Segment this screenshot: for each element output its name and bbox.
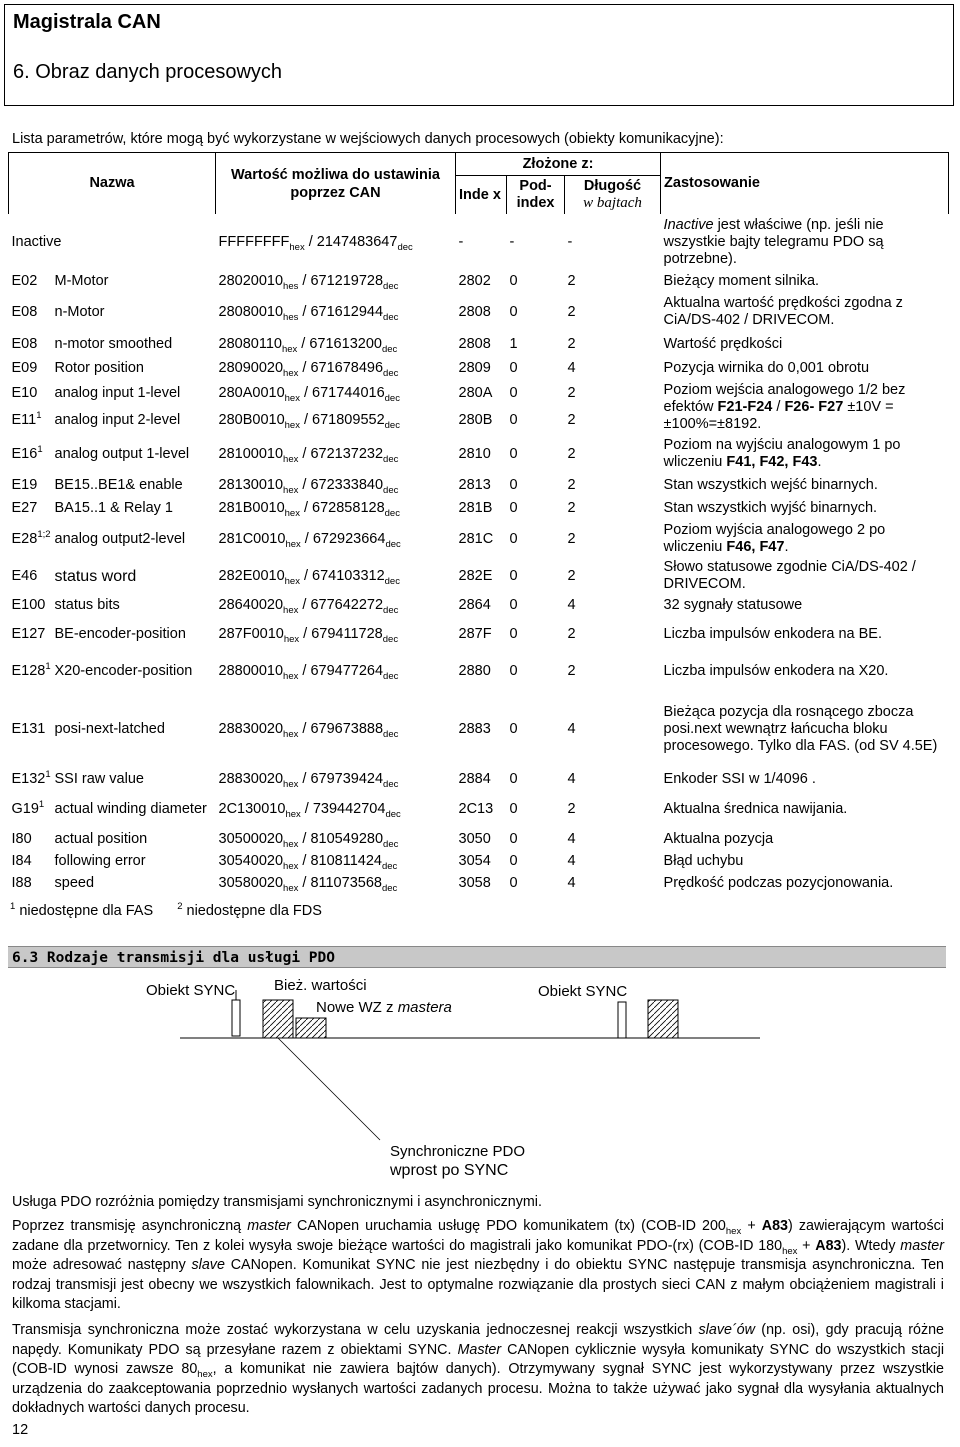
row-name: posi-next-latched xyxy=(54,720,165,737)
pdo-frame-biez xyxy=(263,1000,293,1038)
row-length: 4 xyxy=(567,359,576,376)
row-length: 4 xyxy=(567,770,576,787)
row-name: BE15..BE1& enable xyxy=(54,476,183,493)
row-subindex: 0 xyxy=(509,272,518,289)
row-subindex: 0 xyxy=(509,411,518,428)
row-subindex: 0 xyxy=(509,567,518,584)
row-name: BA15..1 & Relay 1 xyxy=(54,499,173,516)
row-name: SSI raw value xyxy=(54,770,144,787)
row-length: 2 xyxy=(567,384,576,401)
row-code: $E11^1$ xyxy=(11,409,42,428)
row-name: analog output 1-level xyxy=(54,445,190,462)
header-zastosowanie: Zastosowanie xyxy=(661,153,949,215)
row-code: Inactive xyxy=(11,233,62,250)
synchro-pointer xyxy=(278,1038,380,1140)
row-value: $281C0010_{hex} / 672923664_{dec}$ xyxy=(218,530,401,550)
row-value: $28830020_{hex} / 679739424_{dec}$ xyxy=(218,770,399,790)
row-index: 2884 xyxy=(458,770,491,787)
row-length: 2 xyxy=(567,272,576,289)
table-row xyxy=(9,850,949,872)
label-synchroniczne-pdo: Synchroniczne PDO xyxy=(390,1143,526,1160)
table-row xyxy=(9,332,949,356)
label-biez-wartosci: Bież. wartości xyxy=(274,977,367,994)
label-nowe-wz: Nowe WZ z mastera xyxy=(316,999,452,1016)
table-row xyxy=(9,872,949,894)
row-code: E100 xyxy=(11,596,46,613)
table-row xyxy=(9,652,949,690)
row-index: 2864 xyxy=(458,596,491,613)
row-description: Pozycja wirnika do 0,001 obrotu xyxy=(663,359,870,376)
row-code: $E16^1$ xyxy=(11,443,43,462)
row-index: 2808 xyxy=(458,335,491,352)
row-index: 2810 xyxy=(458,445,491,462)
header-subindex: Pod-index xyxy=(507,176,565,215)
row-index: 2C13 xyxy=(458,800,494,817)
paragraph-1: Usługa PDO rozróżnia pomiędzy transmisjami synchronicznymi i asynchronicznymi. xyxy=(12,1194,542,1210)
row-length: 2 xyxy=(567,662,576,679)
header-w-bajtach: w bajtach xyxy=(583,195,642,211)
row-length: 4 xyxy=(567,852,576,869)
row-length: 2 xyxy=(567,411,576,428)
row-code: $G19^1$ xyxy=(11,798,45,817)
row-name: following error xyxy=(54,852,146,869)
row-name: Rotor position xyxy=(54,359,144,376)
row-value: $28080110_{hex} / 671613200_{dec}$ xyxy=(218,335,398,355)
row-name: analog input 2-level xyxy=(54,411,181,428)
intro-text: Lista parametrów, które mogą być wykorzystane w wejściowych danych procesowych (obiekty komunikacyjne): xyxy=(12,131,724,147)
header-nazwa: Nazwa xyxy=(9,153,216,215)
table-row xyxy=(9,594,949,616)
row-code: I80 xyxy=(11,830,32,847)
row-subindex: 0 xyxy=(509,770,518,787)
header-box xyxy=(4,4,954,106)
table-row xyxy=(9,690,949,768)
row-subindex: 0 xyxy=(509,499,518,516)
row-value: $280A0010_{hex} / 671744016_{dec}$ xyxy=(218,384,400,404)
row-subindex: 0 xyxy=(509,596,518,613)
section-title-bar: 6.3 Rodzaje transmisji dla usługi PDO xyxy=(8,946,946,968)
row-code: E09 xyxy=(11,359,38,376)
footnote-2: $^2$ niedostępne dla FDS xyxy=(177,901,322,919)
row-name: actual position xyxy=(54,830,148,847)
table-row xyxy=(9,270,949,292)
row-description: Enkoder SSI w 1/4096 . xyxy=(663,770,816,787)
row-length: 4 xyxy=(567,874,576,891)
pdo-timing-diagram xyxy=(0,970,960,1185)
row-code: E08 xyxy=(11,335,38,352)
table-row xyxy=(9,768,949,790)
row-value: $2C130010_{hex} / 739442704_{dec}$ xyxy=(218,800,401,820)
row-value: $FFFFFFFF_{hex} / 2147483647_{dec}$ xyxy=(218,233,413,253)
row-description: Stan wszystkich wyjść binarnych. xyxy=(663,499,878,516)
row-description: Bieżąca pozycja dla rosnącego zbocza posi.next wewnątrz łańcucha bloku procesowego. Tylko dla FAS. (od SV 4.5E) xyxy=(663,703,938,754)
row-subindex: 0 xyxy=(509,662,518,679)
row-description: 32 sygnały statusowe xyxy=(663,596,803,613)
row-description: Aktualna wartość prędkości zgodna z CiA/DS-402 / DRIVECOM. xyxy=(663,295,903,328)
row-code: $E132^1$ xyxy=(11,768,51,787)
row-description: Aktualna pozycja xyxy=(663,830,774,847)
row-subindex: - xyxy=(509,233,515,250)
row-subindex: 0 xyxy=(509,476,518,493)
table-row xyxy=(9,214,949,270)
row-index: 281C xyxy=(458,530,494,547)
row-description: Inactive jest właściwe (np. jeśli nie wszystkie bajty telegramu PDO są potrzebne). xyxy=(663,216,884,267)
row-name: n-Motor xyxy=(54,303,105,320)
row-subindex: 0 xyxy=(509,874,518,891)
header-index: Inde x xyxy=(456,176,507,215)
row-name: X20-encoder-position xyxy=(54,662,193,679)
header-dlugosc xyxy=(565,176,661,215)
row-code: E27 xyxy=(11,499,38,516)
row-code: E127 xyxy=(11,625,46,642)
row-description: Słowo statusowe zgodnie CiA/DS-402 / DRIVECOM. xyxy=(663,559,916,592)
row-name: M-Motor xyxy=(54,272,109,289)
table-row xyxy=(9,356,949,380)
row-subindex: 0 xyxy=(509,830,518,847)
row-description: Liczba impulsów enkodera na X20. xyxy=(663,662,889,679)
row-index: 2883 xyxy=(458,720,491,737)
row-value: $280B0010_{hex} / 671809552_{dec}$ xyxy=(218,411,400,431)
row-code: E08 xyxy=(11,303,38,320)
row-name: status bits xyxy=(54,596,120,613)
parameter-table xyxy=(8,152,949,894)
pdo-frame-nowe xyxy=(296,1018,326,1038)
row-value: $28800010_{hex} / 679477264_{dec}$ xyxy=(218,662,399,682)
row-code: E10 xyxy=(11,384,38,401)
row-index: 3058 xyxy=(458,874,491,891)
row-length: 2 xyxy=(567,335,576,352)
row-value: $287F0010_{hex} / 679411728_{dec}$ xyxy=(218,625,399,645)
row-code: I84 xyxy=(11,852,32,869)
row-name: speed xyxy=(54,874,95,891)
paragraph-2: Poprzez transmisję asynchroniczną master CANopen uruchamia usługę PDO komunikatem (tx) (COB-ID $200_{hex} + A83$) zawierającym wartości zadane dla przetwornicy. Ten z kolei wysyła swoje bieżące wartości do magistrali jako komunikat PDO-(rx) (COB-ID $180_{hex} + A83$). Wtedy master może adresować następny slave CANopen. Komunikat SYNC nie jest niezbędny i do obiektu SYNC następuje transmisja asynchroniczna. Ten rodzaj transmisji jest obecny we wszystkich falownikach. Jest to optymalne rozwiązanie dla prostych sieci CAN z małym obciążeniem magistrali i kilkoma stacjami. xyxy=(12,1218,944,1312)
row-value: $28830020_{hex} / 679673888_{dec}$ xyxy=(218,720,399,740)
row-code: E46 xyxy=(11,567,38,584)
row-name: status word xyxy=(54,567,137,585)
header-dlugosc-label: Długość xyxy=(583,178,642,194)
row-length: 4 xyxy=(567,830,576,847)
row-length: 2 xyxy=(567,530,576,547)
header-zlozone: Złożone z: xyxy=(456,153,661,176)
page-number: 12 xyxy=(12,1422,29,1438)
table-row xyxy=(9,520,949,558)
row-code: $E128^1$ xyxy=(11,660,51,679)
row-subindex: 0 xyxy=(509,445,518,462)
table-row xyxy=(9,558,949,594)
row-value: $28090020_{hex} / 671678496_{dec}$ xyxy=(218,359,399,379)
label-wprost-po-sync: wprost po SYNC xyxy=(390,1162,509,1179)
row-name: n-motor smoothed xyxy=(54,335,173,352)
row-length: 2 xyxy=(567,303,576,320)
row-length: 2 xyxy=(567,800,576,817)
row-index: 2880 xyxy=(458,662,491,679)
row-length: 4 xyxy=(567,596,576,613)
row-index: 280A xyxy=(458,384,493,401)
row-name: actual winding diameter xyxy=(54,800,207,817)
footnotes xyxy=(10,903,342,919)
row-index: 2809 xyxy=(458,359,491,376)
row-subindex: 0 xyxy=(509,800,518,817)
table-row xyxy=(9,790,949,828)
row-value: $28020010_{hes} / 671219728_{dec}$ xyxy=(218,272,399,292)
row-index: 3050 xyxy=(458,830,491,847)
sync-pulse-2 xyxy=(618,1002,626,1038)
row-value: $281B0010_{hex} / 672858128_{dec}$ xyxy=(218,499,400,519)
row-value: $282E0010_{hex} / 674103312_{dec}$ xyxy=(218,567,400,587)
row-value: $28080010_{hes} / 671612944_{dec}$ xyxy=(218,303,399,323)
row-description: Poziom wejścia analogowego 1/2 bez efektów F21-F24 / F26- F27 ±10V = ±100%=±8192. xyxy=(663,381,906,432)
table-row xyxy=(9,474,949,496)
table-row xyxy=(9,292,949,332)
pdo-frame-repeat xyxy=(648,1000,678,1038)
table-row xyxy=(9,434,949,474)
footnote-1: $^1$ niedostępne dla FAS xyxy=(10,901,154,919)
row-name: analog input 1-level xyxy=(54,384,181,401)
row-description: Bieżący moment silnika. xyxy=(663,272,820,289)
table-row xyxy=(9,380,949,406)
row-index: 2808 xyxy=(458,303,491,320)
row-value: $28100010_{hex} / 672137232_{dec}$ xyxy=(218,445,399,465)
row-description: Liczba impulsów enkodera na BE. xyxy=(663,625,882,642)
row-description: Wartość prędkości xyxy=(663,335,783,352)
row-name: BE-encoder-position xyxy=(54,625,186,642)
label-obiekt-sync-1: Obiekt SYNC xyxy=(146,982,236,999)
row-length: 2 xyxy=(567,476,576,493)
row-length: 2 xyxy=(567,625,576,642)
row-code: E131 xyxy=(11,720,46,737)
row-index: 2813 xyxy=(458,476,491,493)
section-heading: 6. Obraz danych procesowych xyxy=(13,61,283,83)
row-length: 4 xyxy=(567,720,576,737)
row-description: Stan wszystkich wejść binarnych. xyxy=(663,476,878,493)
row-code: E02 xyxy=(11,272,38,289)
row-index: 2802 xyxy=(458,272,491,289)
row-value: $30540020_{hex} / 810811424_{dec}$ xyxy=(218,852,398,872)
row-length: 2 xyxy=(567,445,576,462)
row-index: 282E xyxy=(458,567,493,584)
row-value: $28640020_{hex} / 677642272_{dec}$ xyxy=(218,596,399,616)
row-subindex: 0 xyxy=(509,384,518,401)
row-subindex: 1 xyxy=(509,335,518,352)
table-row xyxy=(9,616,949,652)
row-description: Prędkość podczas pozycjonowania. xyxy=(663,874,894,891)
row-description: Poziom wyjścia analogowego 2 po wliczeniu F46, F47. xyxy=(663,522,886,555)
row-subindex: 0 xyxy=(509,625,518,642)
row-length: 2 xyxy=(567,567,576,584)
row-length: - xyxy=(567,233,573,250)
row-subindex: 0 xyxy=(509,852,518,869)
row-code: E19 xyxy=(11,476,38,493)
header-wartosc: Wartość możliwa do ustawinia poprzez CAN xyxy=(216,153,456,215)
row-index: 287F xyxy=(458,625,492,642)
row-index: 281B xyxy=(458,499,493,516)
row-subindex: 0 xyxy=(509,530,518,547)
header-title: Magistrala CAN xyxy=(13,11,161,33)
row-index: - xyxy=(458,233,464,250)
row-index: 280B xyxy=(458,411,493,428)
row-code: E28$^{1;2}$ xyxy=(11,528,51,547)
row-description: Poziom na wyjściu analogowym 1 po wliczeniu F41, F42, F43. xyxy=(663,437,901,470)
row-subindex: 0 xyxy=(509,303,518,320)
row-value: $30500020_{hex} / 810549280_{dec}$ xyxy=(218,830,399,850)
table-row xyxy=(9,828,949,850)
row-description: Błąd uchybu xyxy=(663,852,744,869)
row-value: $30580020_{hex} / 811073568_{dec}$ xyxy=(218,874,398,894)
row-name: analog output2-level xyxy=(54,530,186,547)
row-length: 2 xyxy=(567,499,576,516)
paragraph-3: Transmisja synchroniczna może zostać wykorzystana w celu uzyskania jednoczesnej reakcji wszystkich slave´ów (np. osi), gdy pracują różne napędy. Komunikaty PDO są przesyłane razem z obiektami SYNC. Master CANopen cyklicznie wysyła komunikaty SYNC do wszystkich stacji (COB-ID wynosi zawsze $80_{hex}$, a komunikat nie zawiera bajtów danych). Otrzymywany sygnał SYNC jest wykorzystywany przez wszystkie urządzenia do zaakceptowania poprzednio wysłanych wartości zadanych procesu. Można to także używać jako sygnał dla wysyłania aktualnych dokładnych wartości danych procesu. xyxy=(12,1322,944,1416)
row-description: Aktualna średnica nawijania. xyxy=(663,800,848,817)
row-index: 3054 xyxy=(458,852,491,869)
row-subindex: 0 xyxy=(509,720,518,737)
row-value: $28130010_{hex} / 672333840_{dec}$ xyxy=(218,476,399,496)
row-subindex: 0 xyxy=(509,359,518,376)
table-row xyxy=(9,496,949,520)
label-obiekt-sync-2: Obiekt SYNC xyxy=(538,983,628,1000)
row-code: I88 xyxy=(11,874,32,891)
